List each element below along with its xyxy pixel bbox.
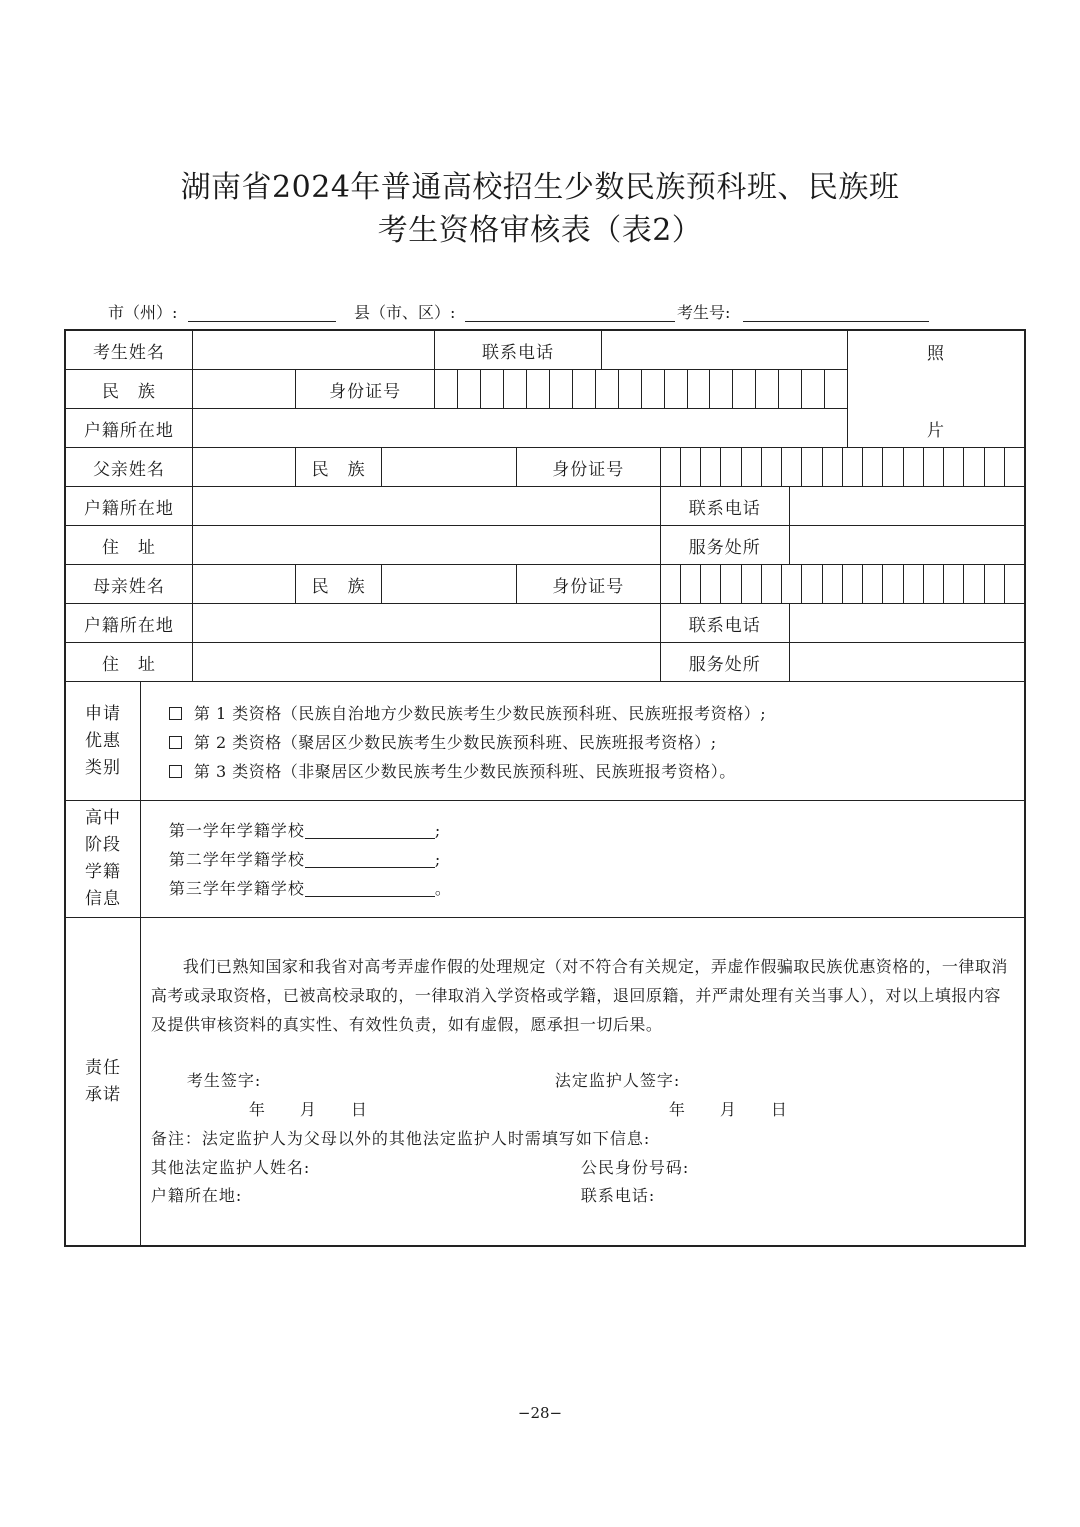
category-option-1[interactable]: 第 1 类资格（民族自治地方少数民族考生少数民族预科班、民族班报考资格）; [169,699,1024,728]
father-phone-label: 联系电话 [660,487,789,526]
father-household-label: 户籍所在地 [65,487,192,526]
mother-address-field[interactable] [192,643,660,682]
guardian-household-label: 户籍所在地: [150,1186,243,1205]
father-address-field[interactable] [192,526,660,565]
mother-phone-label: 联系电话 [660,604,789,643]
checkbox-icon[interactable] [169,707,182,720]
guardian-signature-label: 法定监护人签字: [554,1071,681,1090]
father-name-label: 父亲姓名 [65,448,192,487]
note-text: 备注：法定监护人为父母以外的其他法定监护人时需填写如下信息: [150,1129,651,1148]
mother-id-label: 身份证号 [516,565,660,604]
father-phone-field[interactable] [790,487,1026,526]
photo-label-bottom: 片 [927,421,946,441]
father-ethnicity-field[interactable] [382,448,517,487]
mother-ethnicity-label: 民 族 [295,565,382,604]
mother-name-field[interactable] [192,565,295,604]
form-title-line2: 考生资格审核表（表2） [377,213,703,248]
student-ethnicity-label: 民 族 [65,370,192,409]
category-option-3[interactable]: 第 3 类资格（非聚居区少数民族考生少数民族预科班、民族班报考资格）。 [169,757,1024,786]
checkbox-icon[interactable] [169,736,182,749]
mother-household-field[interactable] [192,604,660,643]
school-year-1-blank[interactable] [305,821,435,839]
school-year-1: 第一学年学籍学校 ; [168,821,442,840]
father-ethnicity-label: 民 族 [295,448,382,487]
student-signature-label: 考生签字: [186,1071,262,1090]
mother-household-label: 户籍所在地 [65,604,192,643]
student-id-digit-boxes[interactable] [435,370,848,409]
father-id-digit-boxes[interactable] [660,448,1025,487]
school-label: 高中 阶段 学籍 信息 [65,801,140,918]
school-year-3-blank[interactable] [305,879,435,897]
father-address-label: 住 址 [65,526,192,565]
mother-phone-field[interactable] [790,604,1026,643]
mother-workplace-field[interactable] [790,643,1026,682]
student-id-label: 身份证号 [295,370,435,409]
mother-ethnicity-field[interactable] [382,565,517,604]
exam-number-label: 考生号: [677,303,731,322]
school-year-2-blank[interactable] [305,850,435,868]
city-label: 市（州）: [108,303,178,322]
category-option-2[interactable]: 第 2 类资格（聚居区少数民族考生少数民族预科班、民族班报考资格）; [169,728,1024,757]
photo-label-top: 照 [927,344,946,364]
school-year-3: 第三学年学籍学校 。 [168,879,452,898]
qualification-review-table [64,329,1026,1247]
county-field-line[interactable] [465,321,675,322]
student-name-label: 考生姓名 [65,330,192,370]
form-title-line1: 湖南省2024年普通高校招生少数民族预科班、民族班 [180,170,900,205]
student-sign-date: 年 月 日 [248,1100,368,1119]
category-options [140,682,1025,801]
responsibility-content [140,918,1025,1247]
student-name-field[interactable] [192,330,435,370]
mother-address-label: 住 址 [65,643,192,682]
commitment-statement: 我们已熟知国家和我省对高考弄虚作假的处理规定（对不符合有关规定，弄虚作假骗取民族优惠资格的，一律取消高考或录取资格，已被高校录取的，一律取消入学资格或学籍，退回原籍，并严肃处理有关当事人），对以上填报内容及提供审核资料的真实性、有效性负责，如有虚假，愿承担一切后果。 [150,957,1008,1034]
guardian-phone-label: 联系电话: [580,1186,656,1205]
exam-number-field-line[interactable] [743,321,929,322]
student-phone-label: 联系电话 [435,330,601,370]
father-id-label: 身份证号 [516,448,660,487]
citizen-id-label: 公民身份号码: [580,1158,690,1177]
checkbox-icon[interactable] [169,765,182,778]
student-phone-field[interactable] [601,330,848,370]
guardian-sign-date: 年 月 日 [668,1100,788,1119]
mother-name-label: 母亲姓名 [65,565,192,604]
student-household-label: 户籍所在地 [65,409,192,448]
father-name-field[interactable] [192,448,295,487]
student-ethnicity-field[interactable] [192,370,295,409]
category-label: 申请 优惠 类别 [65,682,140,801]
school-info [140,801,1025,918]
student-household-field[interactable] [192,409,847,448]
other-guardian-name-label: 其他法定监护人姓名: [150,1158,311,1177]
father-workplace-field[interactable] [790,526,1026,565]
responsibility-label: 责任 承诺 [65,918,140,1247]
school-year-2: 第二学年学籍学校 ; [168,850,442,869]
page-number: −28− [517,1404,563,1422]
father-workplace-label: 服务处所 [660,526,789,565]
mother-workplace-label: 服务处所 [660,643,789,682]
city-field-line[interactable] [188,321,336,322]
father-household-field[interactable] [192,487,660,526]
county-label: 县（市、区）: [354,303,456,322]
mother-id-digit-boxes[interactable] [660,565,1025,604]
photo-box[interactable] [848,330,1025,448]
